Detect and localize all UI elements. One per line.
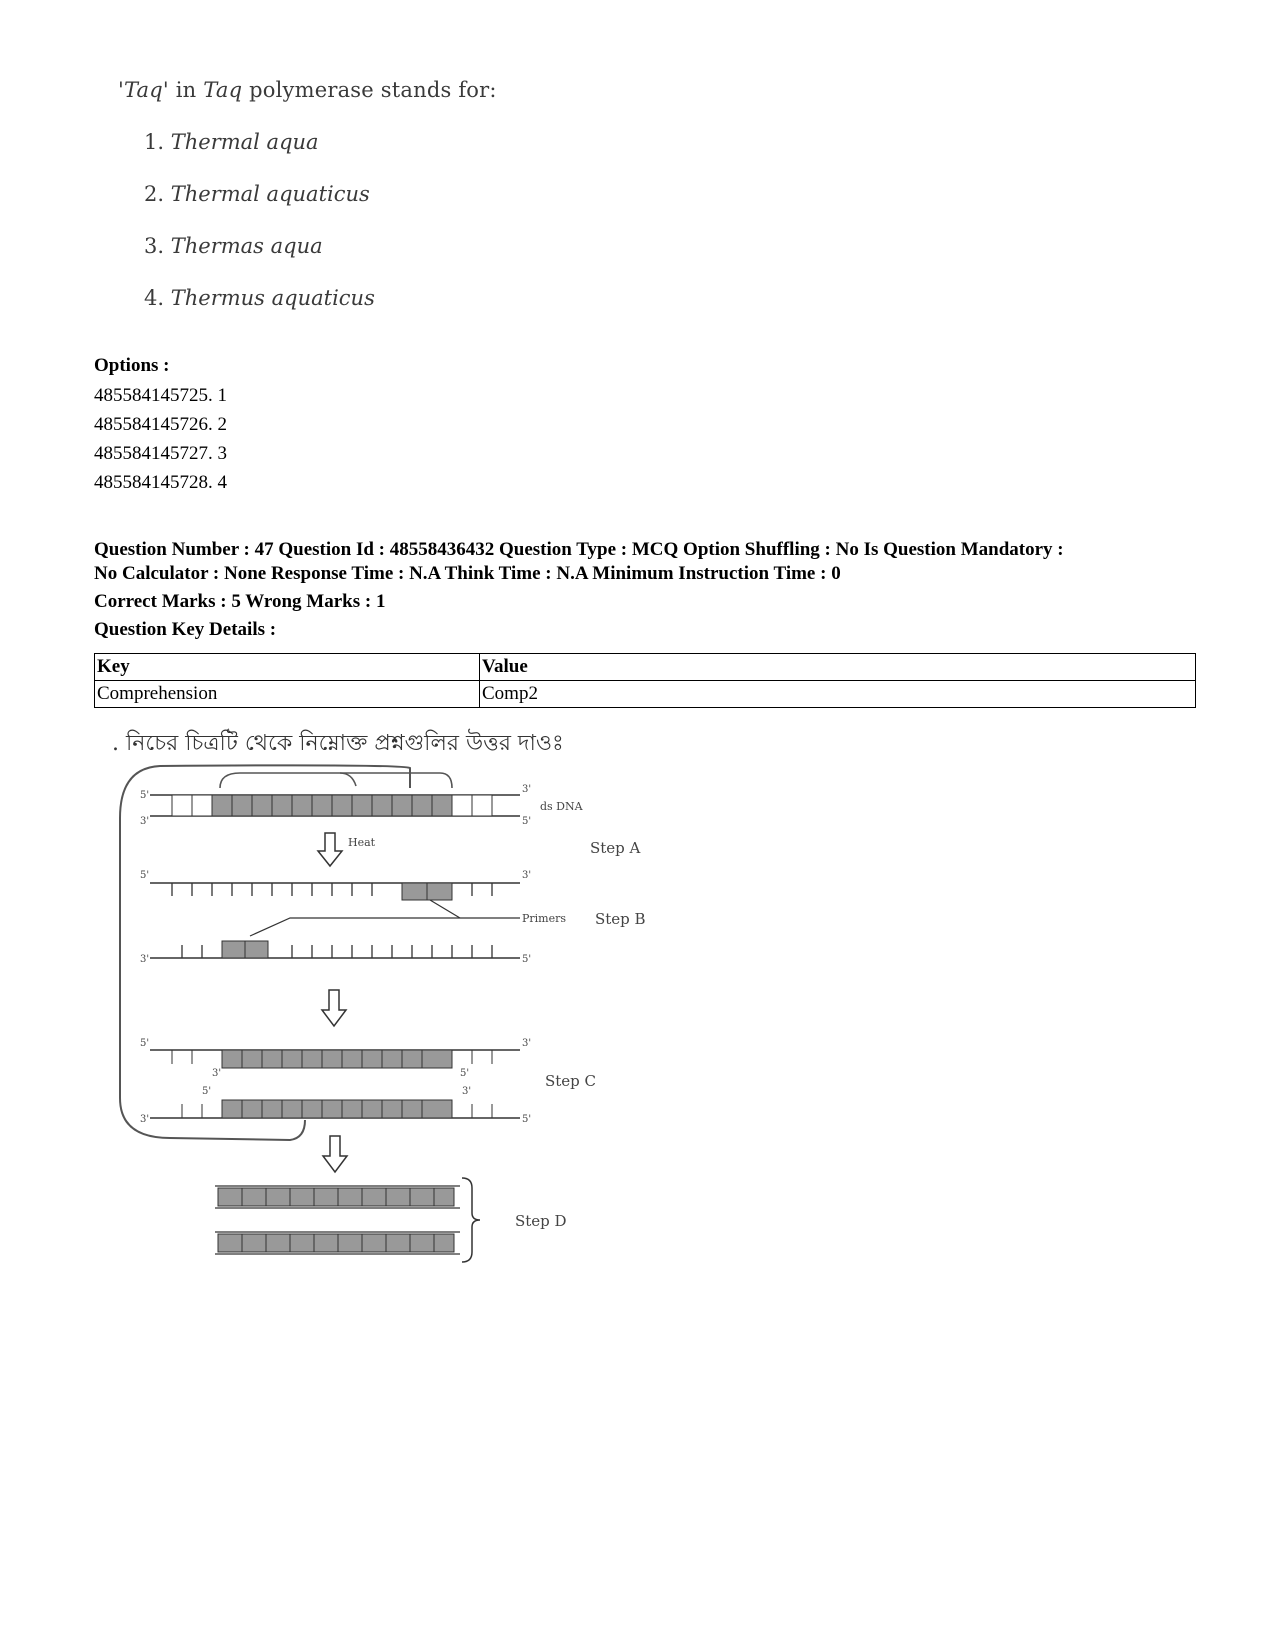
- table-header-value: Value: [480, 654, 1196, 681]
- table-header-key: Key: [95, 654, 480, 681]
- stem-taq: Taq: [203, 78, 243, 102]
- choice-text: Thermus aquaticus: [170, 286, 375, 310]
- step-c-strands: [140, 1038, 531, 1125]
- pcr-diagram: [100, 728, 720, 1328]
- down-arrow-icon: [323, 1136, 347, 1172]
- choice-number: 2.: [144, 182, 165, 206]
- choice-text: Thermas aqua: [170, 234, 323, 258]
- label-5prime: 5': [140, 870, 150, 881]
- label-step-a: Step A: [590, 839, 641, 857]
- choice-1: [144, 130, 319, 154]
- marks-line: Correct Marks : 5 Wrong Marks : 1: [94, 591, 386, 612]
- label-3prime: 3': [212, 1068, 222, 1079]
- question-meta-line1: Question Number : 47 Question Id : 48558436432 Question Type : MCQ Option Shuffling : No Is Question Mandatory :: [94, 539, 1064, 560]
- table-cell-value: Comp2: [480, 681, 1196, 708]
- choice-number: 4.: [144, 286, 165, 310]
- option-item: 485584145726. 2: [94, 414, 227, 435]
- diagram-instruction: . নিচের চিত্রটি থেকে নিম্নোক্ত প্রশ্নগুলির উত্তর দাওঃ: [112, 731, 564, 756]
- label-5prime: 5': [522, 1114, 532, 1125]
- question-meta: [94, 538, 1204, 642]
- choice-3: [144, 234, 323, 258]
- choice-text: Thermal aqua: [170, 130, 319, 154]
- option-item: 485584145727. 3: [94, 443, 227, 464]
- step-a-dsdna: [140, 784, 584, 827]
- stem-suffix: polymerase stands for:: [242, 78, 497, 102]
- label-5prime: 5': [202, 1086, 212, 1097]
- label-ds-dna: ds DNA: [540, 800, 583, 813]
- step-b-strands: [140, 870, 566, 965]
- label-3prime: 3': [522, 870, 532, 881]
- label-primers: Primers: [522, 912, 567, 925]
- choice-number: 1.: [144, 130, 165, 154]
- stem-in: in: [168, 78, 204, 102]
- down-arrow-icon: [318, 833, 342, 866]
- label-step-b: Step B: [595, 910, 646, 928]
- table-row: [95, 681, 1196, 708]
- brace-icon: [462, 1178, 480, 1262]
- option-item: 485584145725. 1: [94, 385, 227, 406]
- question-image: [112, 74, 532, 334]
- question-meta-line2: No Calculator : None Response Time : N.A Think Time : N.A Minimum Instruction Time : 0: [94, 563, 841, 584]
- label-3prime: 3': [522, 784, 532, 795]
- step-d-products: [215, 1178, 480, 1262]
- label-3prime: 3': [140, 954, 150, 965]
- choice-2: [144, 182, 370, 206]
- label-step-c: Step C: [545, 1072, 597, 1090]
- stem-quote: 'Taq': [118, 78, 169, 102]
- label-5prime: 5': [140, 790, 150, 801]
- label-3prime: 3': [140, 1114, 150, 1125]
- options-heading: Options :: [94, 355, 170, 376]
- label-step-d: Step D: [515, 1212, 567, 1230]
- options-list: [94, 381, 227, 497]
- key-details-heading: Question Key Details :: [94, 619, 277, 640]
- label-5prime: 5': [140, 1038, 150, 1049]
- label-5prime: 5': [522, 954, 532, 965]
- down-arrow-icon: [322, 990, 346, 1026]
- option-item: 485584145728. 4: [94, 472, 227, 493]
- label-5prime: 5': [522, 816, 532, 827]
- label-3prime: 3': [140, 816, 150, 827]
- label-heat: Heat: [348, 836, 376, 849]
- choice-text: Thermal aquaticus: [170, 182, 370, 206]
- label-3prime: 3': [462, 1086, 472, 1097]
- question-stem: [118, 78, 497, 102]
- label-5prime: 5': [460, 1068, 470, 1079]
- choice-4: [144, 286, 375, 310]
- table-header-row: [95, 654, 1196, 681]
- table-cell-key: Comprehension: [95, 681, 480, 708]
- key-details-table: [94, 653, 1196, 708]
- choice-number: 3.: [144, 234, 165, 258]
- label-3prime: 3': [522, 1038, 532, 1049]
